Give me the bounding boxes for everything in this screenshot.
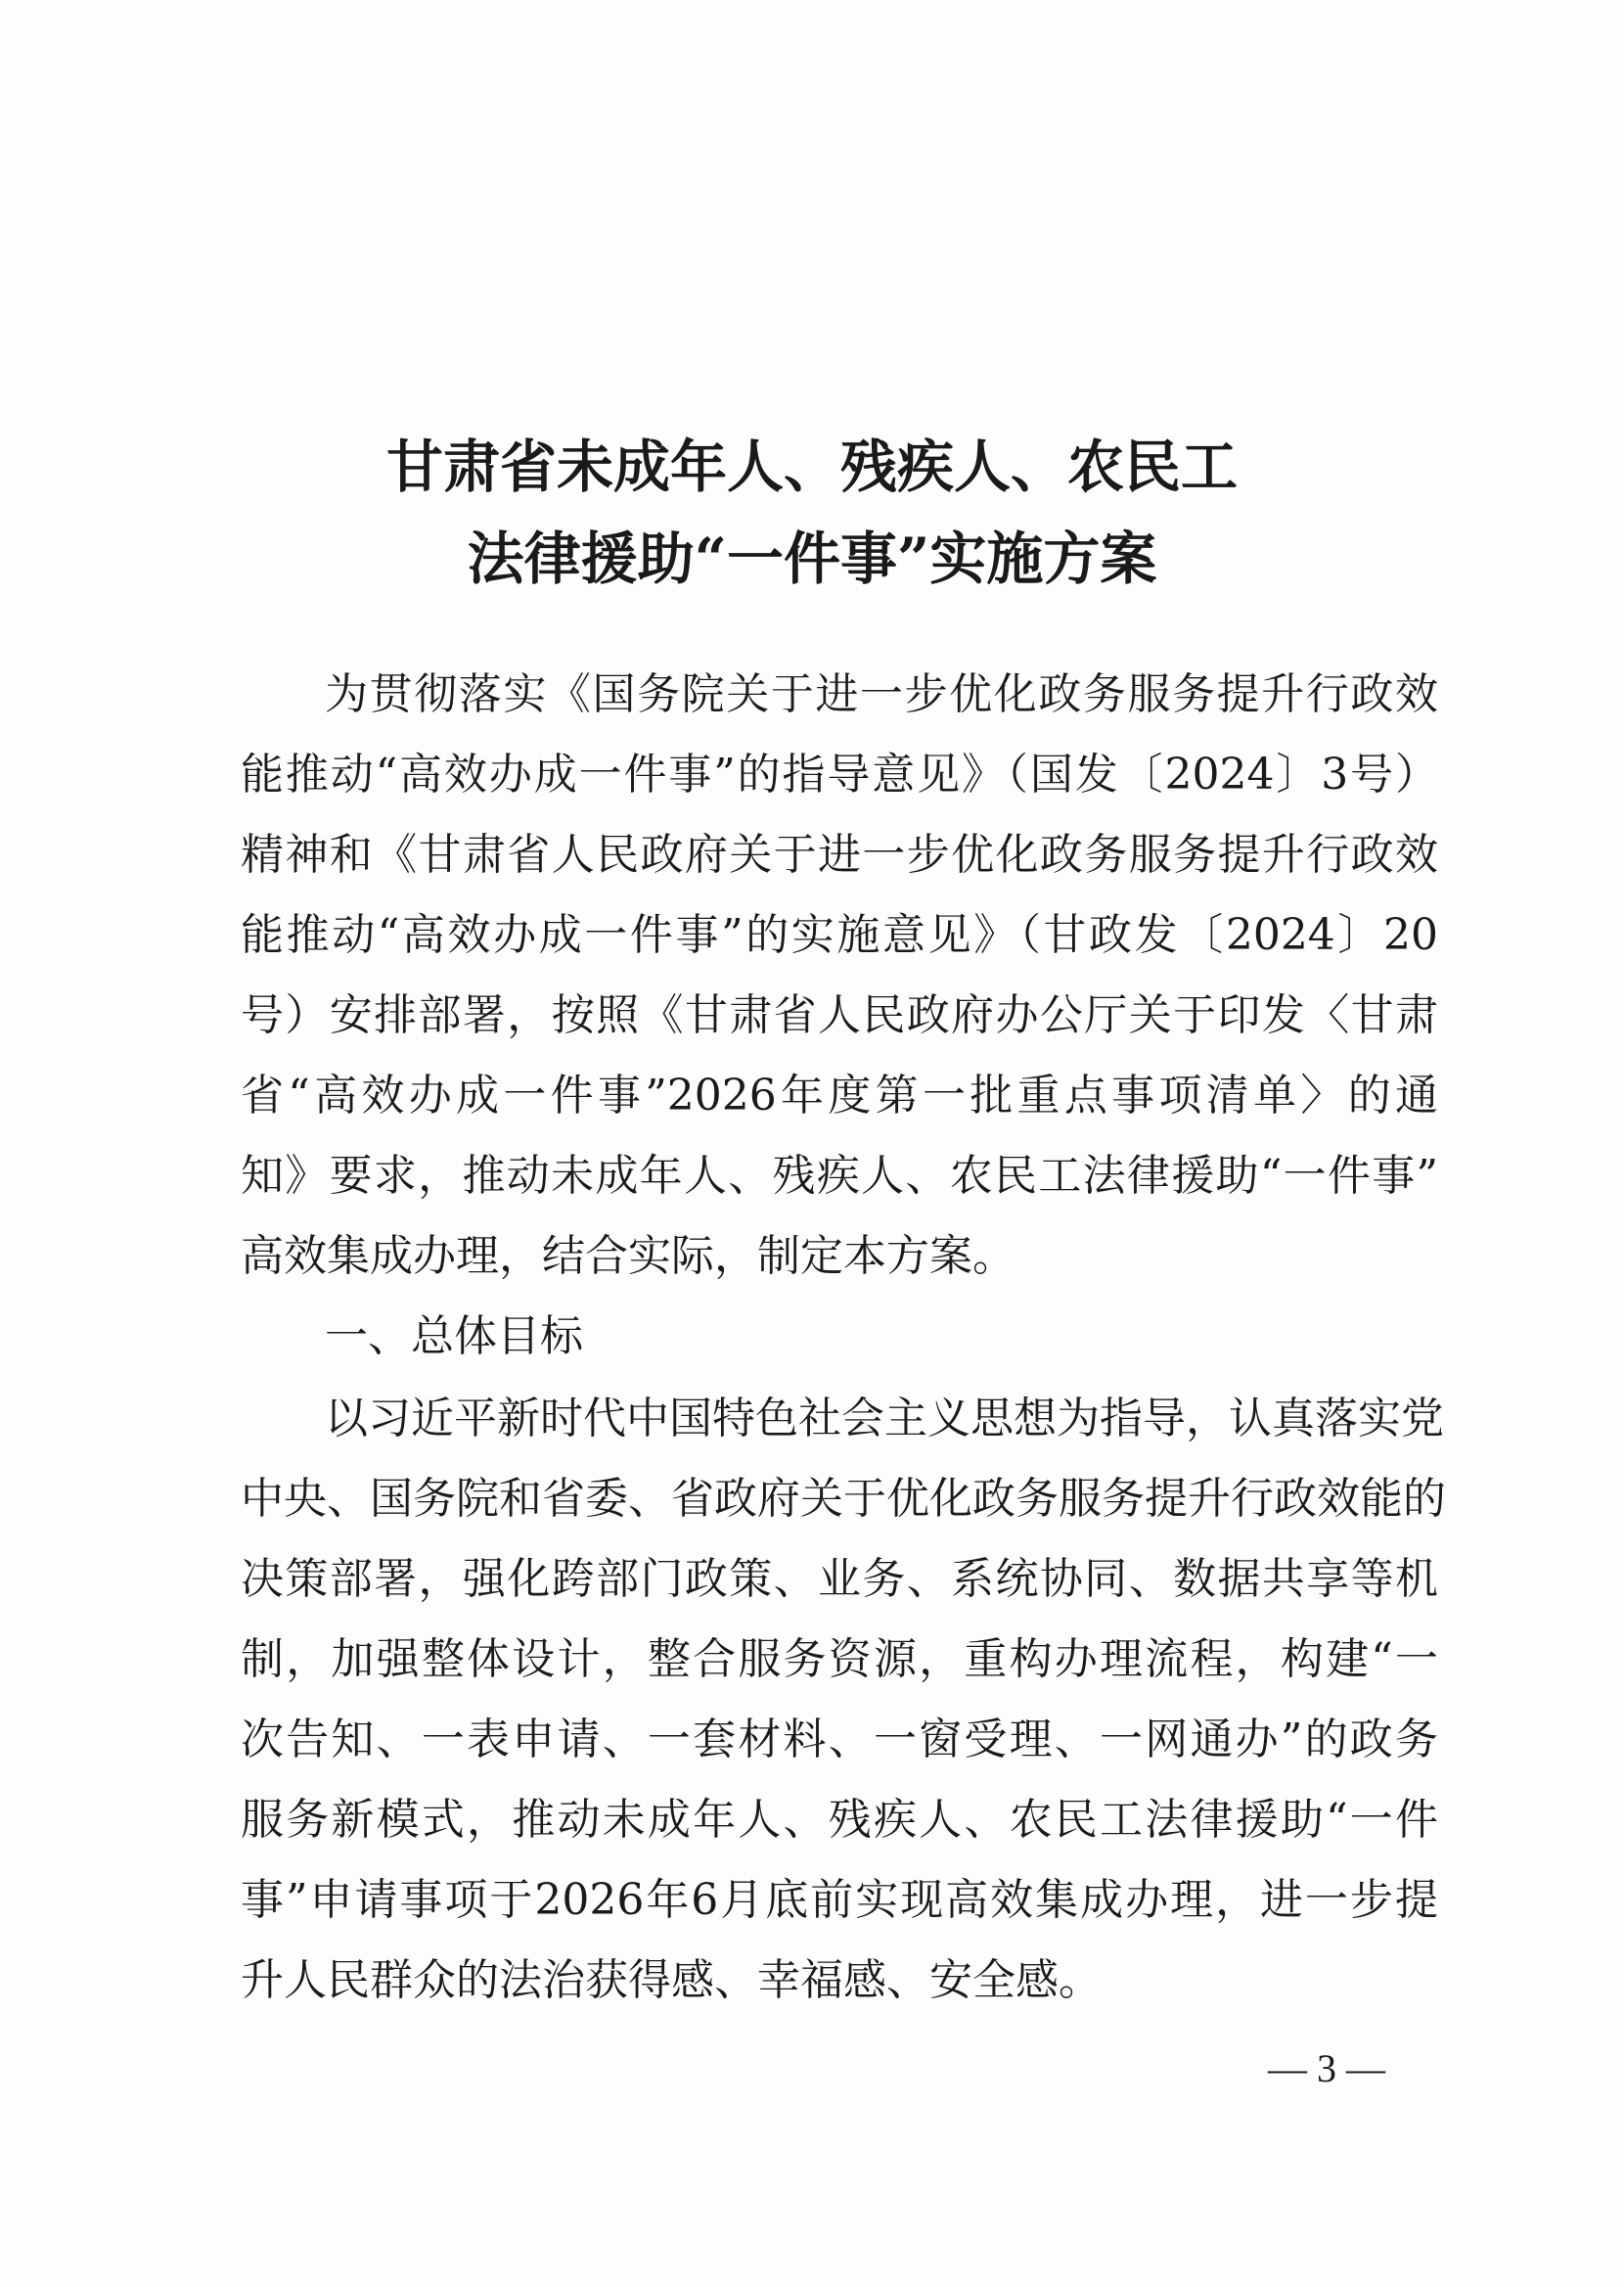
section-line: 次告知、一表申请、一套材料、一窗受理、一网通办”的政务 [241, 1715, 1438, 1764]
section-line: 中央、国务院和省委、省政府关于优化政务服务提升行政效能的 [241, 1474, 1446, 1524]
section-line: 升人民群众的法治获得感、幸福感、安全感。 [241, 1955, 1102, 2005]
section-line: 以习近平新时代中国特色社会主义思想为指导，认真落实党 [325, 1394, 1444, 1443]
preamble-line: 知》要求，推动未成年人、残疾人、农民工法律援助“一件事” [241, 1151, 1438, 1201]
preamble-line: 为贯彻落实《国务院关于进一步优化政务服务提升行政效 [325, 669, 1438, 719]
section-line: 事”申请事项于2026年6月底前实现高效集成办理，进一步提 [241, 1875, 1438, 1925]
preamble-line: 能推动“高效办成一件事”的指导意见》（国发〔2024〕3号） [241, 750, 1438, 800]
section-line: 制，加强整体设计，整合服务资源，重构办理流程，构建“一 [241, 1634, 1438, 1684]
section-heading: 一、总体目标 [325, 1311, 583, 1361]
preamble-line: 精神和《甘肃省人民政府关于进一步优化政务服务提升行政效 [241, 830, 1438, 880]
page-number: — 3 — [1268, 2046, 1385, 2090]
preamble-line: 省“高效办成一件事”2026年度第一批重点事项清单〉的通 [241, 1071, 1438, 1121]
document-title-line-1: 甘肃省未成年人、残疾人、农民工 [385, 434, 1238, 500]
document-title-line-2: 法律援助“一件事”实施方案 [467, 526, 1157, 592]
preamble-line: 能推动“高效办成一件事”的实施意见》（甘政发〔2024〕20 [241, 910, 1438, 960]
preamble-line: 号）安排部署，按照《甘肃省人民政府办公厅关于印发〈甘肃 [241, 990, 1438, 1040]
section-line: 决策部署，强化跨部门政策、业务、系统协同、数据共享等机 [241, 1554, 1438, 1604]
section-line: 服务新模式，推动未成年人、残疾人、农民工法律援助“一件 [241, 1795, 1438, 1845]
preamble-line: 高效集成办理，结合实际，制定本方案。 [241, 1231, 1015, 1281]
